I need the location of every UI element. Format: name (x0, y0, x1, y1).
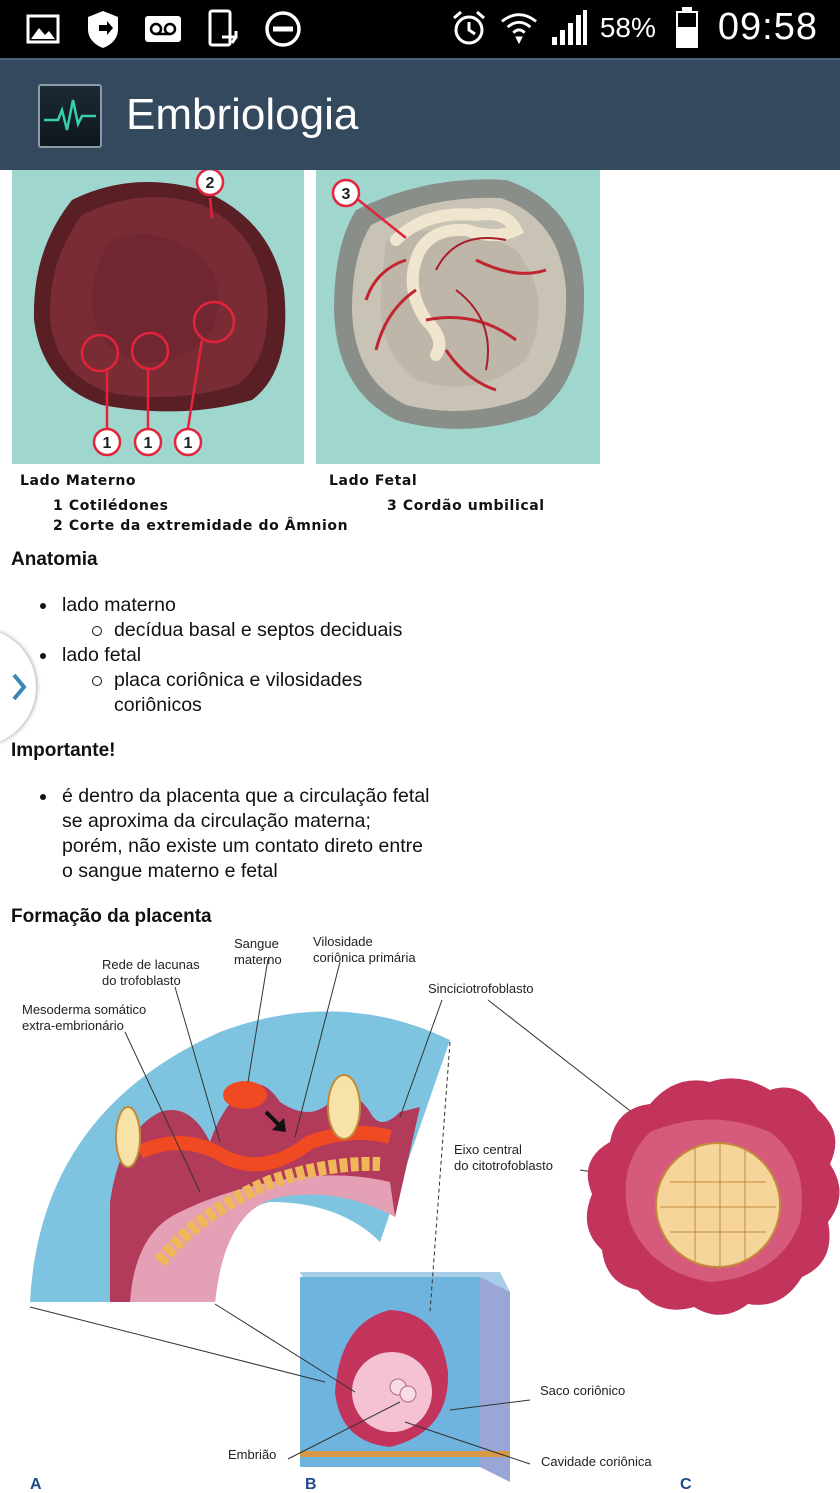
voicemail-icon (144, 10, 182, 48)
list-item: lado fetal (40, 643, 402, 668)
list-item-line: se aproxima da circulação materna; (62, 810, 371, 832)
action-bar (0, 58, 840, 170)
label-vilosidade-2: coriônica primária (313, 950, 416, 965)
battery-percent: 58% (599, 11, 656, 43)
signal-icon (550, 9, 588, 47)
panel-letter-a: A (30, 1476, 42, 1493)
alarm-icon (450, 9, 488, 47)
anatomia-list (40, 593, 402, 718)
panel-letter-c: C (680, 1476, 692, 1493)
callout-1b: 1 (143, 435, 153, 452)
gallery-icon (24, 10, 62, 48)
callout-1c: 1 (183, 435, 193, 452)
chevron-right-icon[interactable] (10, 672, 40, 702)
clock: 09:58 (717, 6, 818, 48)
label-sangue-materno-1: Sangue (234, 936, 279, 951)
list-item-line: o sangue materno e fetal (62, 860, 278, 882)
label-rede-lacunas-2: do trofoblasto (102, 973, 181, 988)
list-item-line: é dentro da placenta que a circulação fetal (40, 784, 430, 809)
fetal-side-label: Lado Fetal (329, 473, 418, 489)
sub-list-item-continuation: coriônicos (114, 694, 202, 716)
label-vilosidade-1: Vilosidade (313, 934, 373, 949)
label-rede-lacunas-1: Rede de lacunas (102, 957, 200, 972)
content-area (0, 170, 840, 1493)
label-saco-corionico: Saco coriônico (540, 1383, 626, 1398)
device-sync-icon (204, 10, 242, 48)
page-title: Embriologia (126, 90, 359, 139)
label-eixo-central-1: Eixo central (454, 1142, 522, 1157)
placenta-figure (10, 170, 600, 540)
callout-2: 2 (205, 175, 215, 192)
list-item: lado materno (40, 593, 402, 618)
panel-letter-b: B (305, 1476, 317, 1493)
legend-item-3: 3 Cordão umbilical (387, 498, 545, 514)
label-eixo-central-2: do citotrofoblasto (454, 1158, 554, 1173)
do-not-disturb-icon (264, 10, 302, 48)
wifi-icon (500, 9, 538, 47)
maternal-side-photo (12, 170, 304, 464)
shield-icon (84, 10, 122, 48)
placenta-formation-diagram (10, 932, 840, 1493)
importante-list (40, 784, 430, 884)
label-sangue-materno-2: materno (234, 952, 282, 967)
legend-item-1: 1 Cotilédones (53, 498, 169, 514)
legend-item-2: 2 Corte da extremidade do Âmnion (53, 518, 349, 534)
label-sinciciotrofoblasto: Sinciciotrofoblasto (428, 981, 534, 996)
sub-list-item: decídua basal e septos deciduais (40, 618, 402, 643)
sub-list-item: placa coriônica e vilosidades (40, 668, 402, 693)
callout-3: 3 (341, 186, 351, 203)
list-item-line: porém, não existe um contato direto entre (62, 835, 423, 857)
label-cavidade-corionica: Cavidade coriônica (541, 1454, 652, 1469)
heading-importante: Importante! (11, 740, 116, 761)
label-mesoderma-2: extra-embrionário (22, 1018, 124, 1033)
fetal-side-photo (316, 170, 600, 464)
callout-1a: 1 (102, 435, 112, 452)
maternal-side-label: Lado Materno (20, 473, 137, 489)
label-mesoderma-1: Mesoderma somático (22, 1002, 147, 1017)
status-bar (0, 0, 840, 58)
heading-anatomia: Anatomia (11, 549, 98, 570)
label-embriao: Embrião (228, 1447, 277, 1462)
heartbeat-monitor-icon[interactable] (38, 84, 102, 148)
heading-formacao: Formação da placenta (11, 906, 212, 927)
battery-icon (668, 9, 706, 47)
